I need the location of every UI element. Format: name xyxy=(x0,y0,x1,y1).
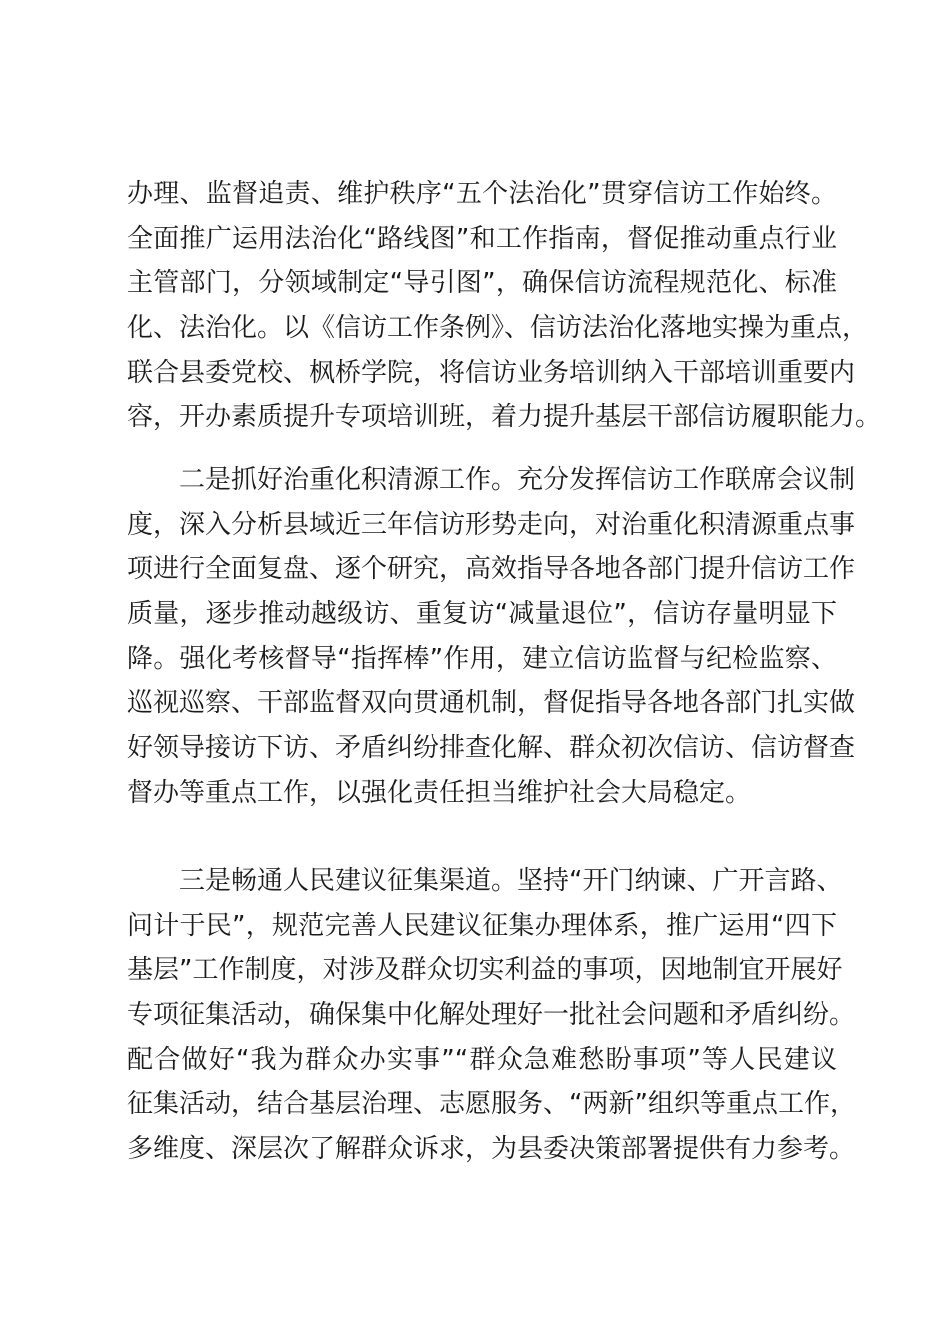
text-line: 全面推广运用法治化“路线图”和工作指南，督促推动重点行业 xyxy=(127,223,837,254)
text-line: 征集活动，结合基层治理、志愿服务、“两新”组织等重点工作， xyxy=(127,1089,856,1120)
text-line: 配合做好“我为群众办实事”“群众急难愁盼事项”等人民建议 xyxy=(127,1044,837,1075)
text-line: 化、法治化。以《信访工作条例》、信访法治化落地实操为重点， xyxy=(127,313,869,344)
text-line: 二是抓好治重化积清源工作。充分发挥信访工作联席会议制 xyxy=(179,465,856,495)
text-line: 问计于民”，规范完善人民建议征集办理体系，推广运用“四下 xyxy=(127,910,837,941)
text-line: 三是畅通人民建议征集渠道。坚持“开门纳谏、广开言路、 xyxy=(179,866,843,896)
text-line: 专项征集活动，确保集中化解处理好一批社会问题和矛盾纠纷。 xyxy=(127,1000,856,1031)
text-line: 主管部门，分领域制定“导引图”，确保信访流程规范化、标准 xyxy=(127,268,837,299)
text-line: 多维度、深层次了解群众诉求，为县委决策部署提供有力参考。 xyxy=(127,1134,856,1165)
paragraph-public-suggestions xyxy=(127,859,856,1172)
text-line: 办理、监督追责、维护秩序“五个法治化”贯穿信访工作始终。 xyxy=(127,179,837,209)
text-line: 联合县委党校、枫桥学院，将信访业务培训纳入干部培训重要内 xyxy=(127,357,856,388)
text-line: 督办等重点工作，以强化责任担当维护社会大局稳定。 xyxy=(127,777,752,808)
text-line: 降。强化考核督导“指挥棒”作用，建立信访监督与纪检监察、 xyxy=(127,643,837,674)
text-line: 质量，逐步推动越级访、重复访“减量退位”，信访存量明显下 xyxy=(127,599,837,630)
text-line: 好领导接访下访、矛盾纠纷排查化解、群众初次信访、信访督查 xyxy=(127,733,856,764)
text-line: 容，开办素质提升专项培训班，着力提升基层干部信访履职能力。 xyxy=(127,402,882,433)
paragraph-legal-system xyxy=(127,172,882,440)
paragraph-backlog-cleanup xyxy=(127,458,856,816)
text-line: 基层”工作制度，对涉及群众切实利益的事项，因地制宜开展好 xyxy=(127,955,843,986)
text-line: 巡视巡察、干部监督双向贯通机制，督促指导各地各部门扎实做 xyxy=(127,688,856,719)
text-line: 项进行全面复盘、逐个研究，高效指导各地各部门提升信访工作 xyxy=(127,554,856,585)
text-line: 度，深入分析县域近三年信访形势走向，对治重化积清源重点事 xyxy=(127,509,856,540)
